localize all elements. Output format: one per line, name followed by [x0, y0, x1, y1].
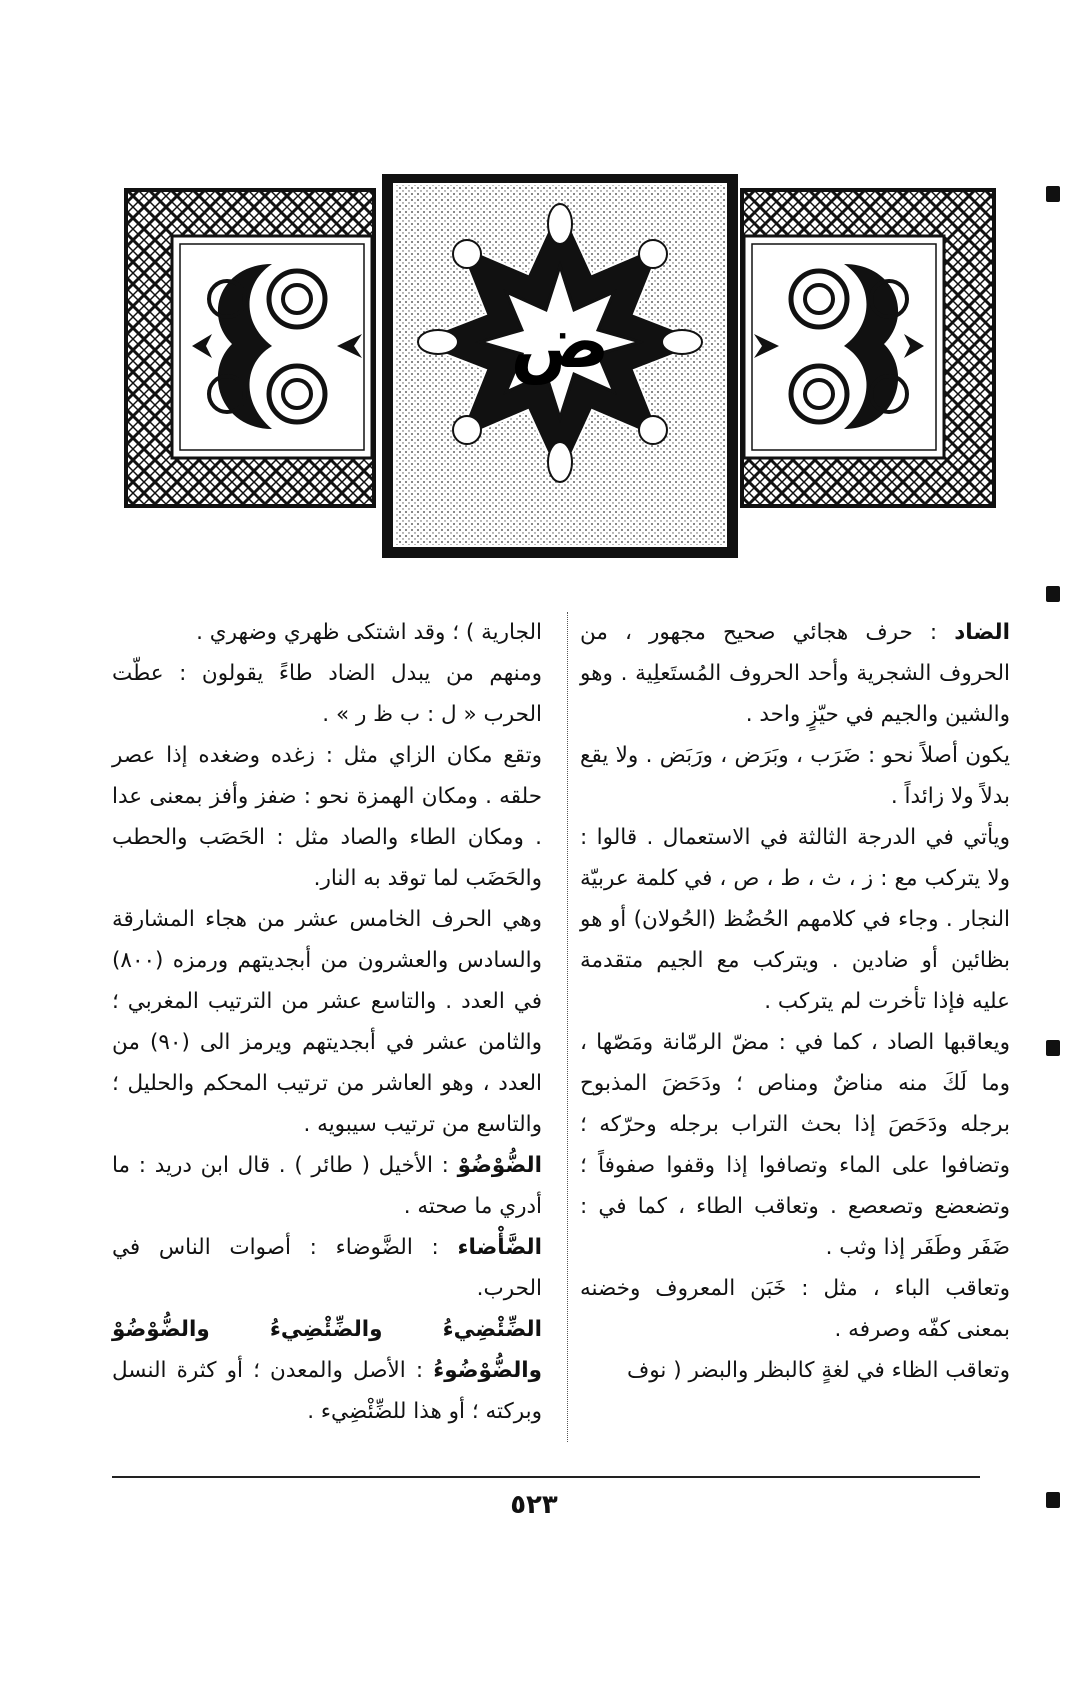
header-letter: ض	[510, 299, 610, 385]
entry-text: الجارية ) ؛ وقد اشتكى ظهري وضهري .	[196, 620, 542, 645]
entry-text: : الأخيل ( طائر ) . قال ابن دريد : ما أدري ما صحته .	[112, 1153, 542, 1219]
text-columns	[112, 612, 1010, 1442]
paragraph	[112, 612, 542, 653]
paragraph	[112, 735, 542, 899]
paragraph	[580, 1022, 1010, 1268]
entry-text: : الضَّوضاء : أصوات الناس في الحرب.	[112, 1235, 542, 1301]
margin-mark	[1046, 186, 1060, 202]
right-column	[580, 612, 1010, 1442]
margin-mark	[1046, 586, 1060, 602]
entry-text: وتعاقب الظاء في لغةٍ كالبظر والبضر ( نوف	[627, 1358, 1010, 1383]
paragraph	[112, 653, 542, 735]
paragraph	[580, 735, 1010, 817]
entry-text: وهي الحرف الخامس عشر من هجاء المشارقة والسادس والعشرون من أبجديتهم ورمزه (٨٠٠) في العدد . والتاسع عشر من الترتيب المغربي ؛ والثامن عشر في أبجديتهم ويرمز الى (٩٠) من العدد ، وهو العاشر من ترتيب المحكم والحليل ؛ والتاسع من ترتيب سيبويه .	[112, 907, 543, 1137]
entry-text: ويعاقبها الصاد ، كما في : مضّ الرمّانة ومَصّها ، وما لَكَ منه مناضٌ ومناص ؛ ودَحَضَ المذبوح برجله ودَحَصَ إذا بحث التراب برجله وحرّكه ؛ وتضافوا على الماء وتصافوا إذا وقفوا صفوفاً ؛ وتضعضع وتصعصع . وتعاقب الطاء ، كما في : ضَفَر وطَفَر إذا وثب .	[580, 1030, 1010, 1260]
entry-text: يكون أصلاً نحو : ضَرَب ، وبَرَض ، ورَبَض . ولا يقع بدلاً ولا زائداً .	[580, 743, 1010, 809]
paragraph	[580, 817, 1010, 1022]
right-ornament-panel	[742, 190, 994, 506]
left-column	[112, 612, 542, 1442]
paragraph	[580, 1350, 1010, 1391]
paragraph	[112, 899, 542, 1145]
entry-headword: الضاد	[954, 620, 1010, 645]
page-number: ٥٢٣	[510, 1490, 558, 1520]
column-divider	[567, 612, 568, 1442]
entry-text: : الأصل والمعدن ؛ أو كثرة النسل وبركته ؛ أو هذا للضِّئْضِيء .	[112, 1358, 542, 1424]
entry-da-da	[112, 1227, 542, 1309]
entry-headword: الضِّئْضِيءُ والضِّئْضِيءُ والضُّوْضُوْ والضُّوْضُوءُ	[112, 1317, 542, 1383]
entry-headword: الضُّوْضُوْ	[457, 1153, 542, 1178]
paragraph	[580, 1268, 1010, 1350]
footer-rule	[112, 1476, 980, 1478]
entry-di-di	[112, 1309, 542, 1432]
left-ornament-panel	[126, 190, 374, 506]
entry-text: وتقع مكان الزاي مثل : زغده وضغده إذا عصر حلقه . ومكان الهمزة نحو : ضفز وأفز بمعنى عدا . ومكان الطاء والصاد مثل : الحَصَب والحطب والحَضَب لما توقد به النار.	[112, 743, 542, 891]
entry-text: : حرف هجائي صحيح مجهور ، من الحروف الشجرية وأحد الحروف المُستَعلِية . وهو والشين والجيم في حيّزٍ واحد .	[580, 620, 1010, 727]
entry-text: ويأتي في الدرجة الثالثة في الاستعمال . قالوا : ولا يتركب مع : ز ، ث ، ط ، ص ، في كلمة عربيّة النجار . وجاء في كلامهم الحُضُظ (الحُولان) أو هو بظائين أو ضادين . ويتركب مع الجيم متقدمة عليه فإذا تأخرت لم يتركب .	[580, 825, 1010, 1014]
entry-daad	[580, 612, 1010, 735]
margin-mark	[1046, 1040, 1060, 1056]
entry-text: ومنهم من يبدل الضاد طاءً يقولون : عطّت الحرب « ل : ب ظ ر » .	[112, 661, 542, 727]
entry-text: وتعاقب الباء ، مثل : خَبَن المعروف وخضنه بمعنى كفّه وصرفه .	[580, 1276, 1010, 1342]
entry-dawdaw	[112, 1145, 542, 1227]
entry-headword: الضَّأْضاء	[457, 1235, 542, 1260]
